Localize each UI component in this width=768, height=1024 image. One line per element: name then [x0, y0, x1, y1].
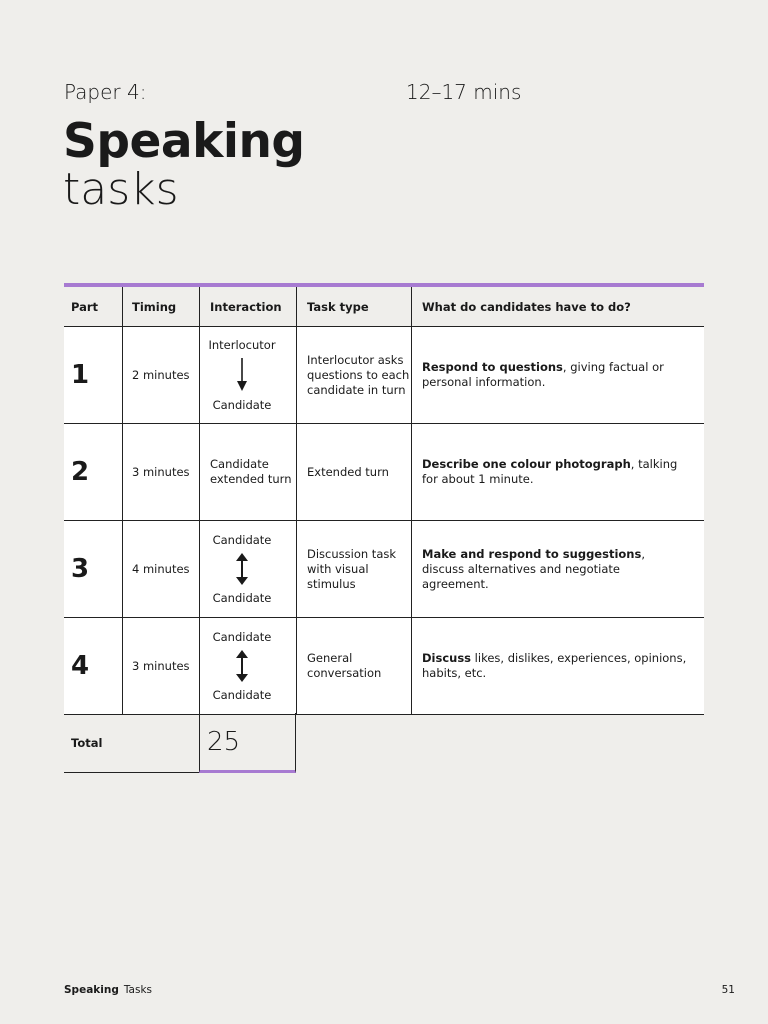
- page-number: 51: [721, 984, 735, 996]
- tasks-table: [64, 283, 704, 715]
- page-title-bold: Speaking: [63, 114, 305, 169]
- interaction: [210, 338, 274, 412]
- paper-label: Paper 4:: [64, 80, 147, 104]
- part-number: 2: [71, 457, 90, 487]
- task-description-rest: , discuss alternatives and negotiate agreement.: [422, 546, 645, 591]
- part-number: 1: [71, 360, 90, 390]
- table-row: [64, 327, 704, 424]
- column-header-task-type: Task type: [297, 287, 412, 326]
- interaction-to: Candidate: [212, 591, 272, 605]
- part-number: 4: [71, 651, 90, 681]
- task-description-bold: Discuss: [422, 651, 472, 665]
- table-row: [64, 424, 704, 521]
- part-number: 3: [71, 554, 90, 584]
- task-description: [422, 360, 690, 390]
- timing: 3 minutes: [132, 659, 190, 673]
- footer-breadcrumb: [64, 984, 152, 996]
- task-type: Extended turn: [307, 464, 389, 479]
- double-arrow-icon: [235, 649, 249, 683]
- timing: 2 minutes: [132, 368, 190, 382]
- interaction: [210, 533, 274, 605]
- table-row: [64, 618, 704, 715]
- task-description: [422, 547, 690, 592]
- total-row: [64, 713, 296, 773]
- column-header-what-to-do: What do candidates have to do?: [422, 299, 631, 314]
- interaction-from: Interlocutor: [208, 338, 276, 352]
- task-type: Discussion task with visual stimulus: [307, 546, 397, 591]
- task-description-rest: likes, dislikes, experiences, opinions, habits, etc.: [422, 651, 687, 680]
- footer-section: Speaking: [64, 984, 119, 996]
- footer-subsection: Tasks: [123, 984, 152, 996]
- table-row: [64, 521, 704, 618]
- interaction-from: Candidate: [212, 533, 272, 547]
- task-description: [422, 457, 690, 487]
- interaction-to: Candidate: [212, 688, 272, 702]
- task-description-bold: Respond to questions: [422, 360, 563, 374]
- task-description-bold: Make and respond to suggestions: [422, 546, 642, 561]
- total-label: Total: [64, 713, 199, 773]
- total-value: 25: [199, 713, 296, 773]
- task-description: [422, 651, 690, 681]
- table-header-row: [64, 287, 704, 327]
- interaction: [210, 630, 274, 702]
- interaction-to: Candidate: [212, 398, 272, 412]
- task-description-bold: Describe one colour photograph: [422, 457, 631, 471]
- column-header-interaction: Interaction: [200, 287, 297, 326]
- column-header-timing: Timing: [123, 287, 200, 326]
- column-header-part: Part: [64, 287, 123, 326]
- task-description-rest: , talking for about 1 minute.: [422, 457, 678, 486]
- interaction-text: Candidate extended turn: [210, 457, 292, 486]
- task-description-rest: , giving factual or personal information.: [422, 360, 664, 389]
- down-arrow-icon: [236, 357, 248, 393]
- page-title-light: tasks: [63, 164, 179, 215]
- task-type: General conversation: [307, 651, 382, 680]
- double-arrow-icon: [235, 552, 249, 586]
- timing: 3 minutes: [132, 465, 190, 479]
- duration: 12–17 mins: [406, 80, 522, 104]
- interaction-from: Candidate: [212, 630, 272, 644]
- task-type: Interlocutor asks questions to each candidate in turn: [307, 352, 410, 397]
- timing: 4 minutes: [132, 562, 190, 576]
